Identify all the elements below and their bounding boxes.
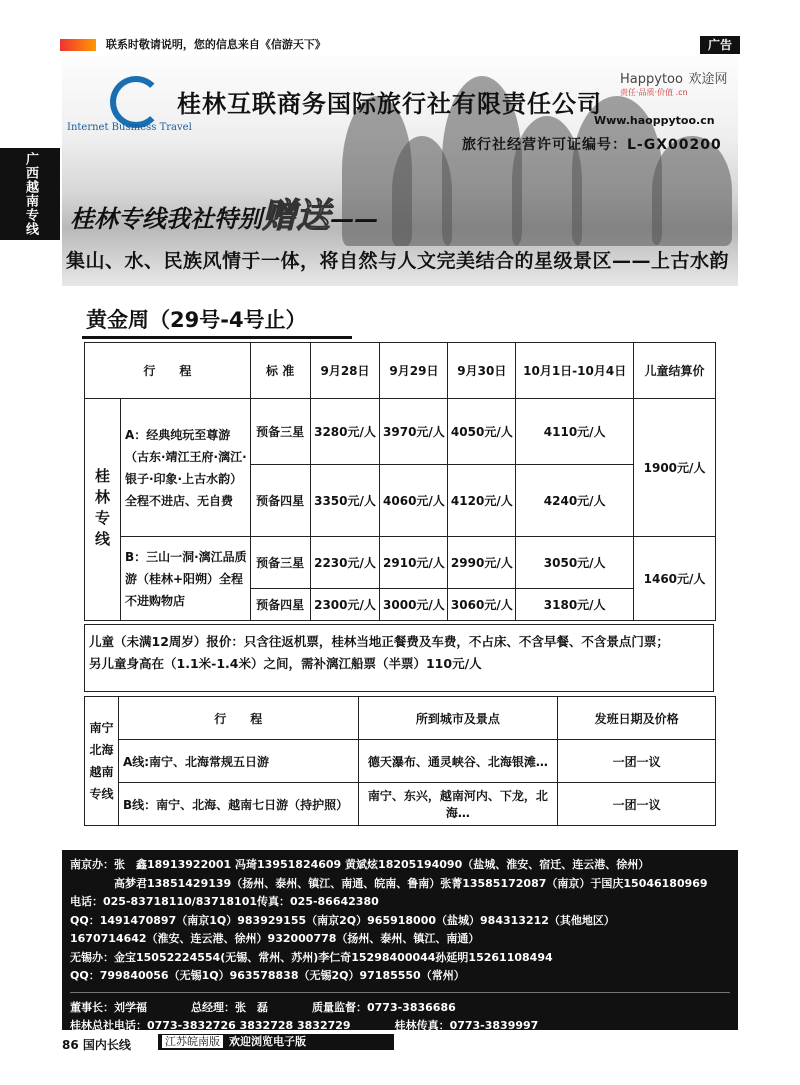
table-cell: 3350元/人 [310,465,380,537]
scenic-slogan: 集山、水、民族风情于一体，将自然与人文完美结合的星级景区——上古水韵 [66,250,730,272]
table-cell: 预备四星 [250,465,310,537]
ad-tag: 广告 [700,36,740,54]
table-cell: 4110元/人 [516,399,634,465]
table-cell: 2230元/人 [310,537,380,589]
header-date-2: 9月29日 [380,343,448,399]
nb-header-price: 发班日期及价格 [558,697,716,740]
table-cell: 3050元/人 [516,537,634,589]
header-standard: 标 准 [250,343,310,399]
golden-week-title: 黄金周（29号-4号止） [86,308,307,332]
table-cell: 3180元/人 [516,589,634,621]
nanning-route-table [84,696,716,826]
gift-prefix: 桂林专线我社特别 [70,204,262,233]
header-banner [62,56,738,286]
table-cell: 2910元/人 [380,537,448,589]
table-cell: 2300元/人 [310,589,380,621]
contact-line: 电话：025-83718110/83718101传真：025-86642380 [70,895,379,908]
table-cell: 3060元/人 [448,589,516,621]
contact-line: 1670714642（淮安、连云港、徐州）932000778（扬州、泰州、镇江、南通） [70,932,480,945]
header-route: 行 程 [85,343,251,399]
gift-headline [70,188,378,237]
nb-header-route: 行 程 [118,697,358,740]
license-number: 旅行社经营许可证编号：L-GX00200 [462,137,722,153]
guilin-price-table [84,342,716,621]
logo-english-text: Internet Business Travel [67,122,192,133]
nb-city-a: 德天瀑布、通灵峡谷、北海银滩… [358,740,558,783]
child-price-note [84,624,714,692]
contact-line: 董事长：刘学福 总经理：张 磊 质量监督：0773-3836686 [70,1000,456,1014]
header-date-1: 9月28日 [310,343,380,399]
gift-big-word: 赠送 [262,196,330,236]
happytoo-slogan: 责任·品质·价值 .cn [620,88,688,97]
header-child: 儿童结算价 [634,343,716,399]
table-cell: 预备四星 [250,589,310,621]
table-cell: 3970元/人 [380,399,448,465]
contact-line: 高梦君13851429139（扬州、泰州、镇江、南通、皖南、鲁南）张菁13585172087（南京）于国庆15046180969 [70,876,708,890]
website-url: Www.haoppytoo.cn [594,114,715,127]
nb-price-b: 一团一议 [558,783,716,826]
edition-name: 江苏皖南版 [162,1035,223,1048]
route-b: B：三山一洞·漓江品质游（桂林+阳朔）全程不进购物店 [120,537,250,621]
table-cell: 4050元/人 [448,399,516,465]
nb-city-b: 南宁、东兴，越南河内、下龙，北海… [358,783,558,826]
table-cell: 3000元/人 [380,589,448,621]
nb-price-a: 一团一议 [558,740,716,783]
note-line-2: 另儿童身高在（1.1米-1.4米）之间，需补漓江船票（半票）110元/人 [89,656,482,671]
publisher-logo-icon [60,39,96,51]
header-date-4: 10月1日-10月4日 [516,343,634,399]
nb-route-b: B线：南宁、北海、越南七日游（持护照） [118,783,358,826]
edition-badge [158,1034,394,1064]
side-tab: 广西越南专线 [0,148,60,240]
table-cell: 预备三星 [250,537,310,589]
contact-line: QQ：799840056（无锡1Q）963578838（无锡2Q）97185550（常州） [70,969,465,982]
table-cell: 4060元/人 [380,465,448,537]
edition-site[interactable]: 欢迎浏览电子版 www.zyoo.net [162,1035,306,1064]
child-price-a: 1900元/人 [634,399,716,537]
contact-line: QQ：1491470897（南京1Q）983929155（南京2Q）965918000（盐城）984313212（其他地区） [70,913,615,927]
happytoo-brand: Happytoo [620,72,683,87]
company-name: 桂林互联商务国际旅行社有限责任公司 [177,89,602,118]
divider [70,992,730,993]
note-line-1: 儿童（未满12周岁）报价：只含往返机票，桂林当地正餐费及车费，不占床、不含早餐、不含景点门票； [89,634,669,649]
page-number: 86 国内长线 [62,1038,131,1052]
top-notice-bar [60,36,740,54]
header-date-3: 9月30日 [448,343,516,399]
gift-dash: —— [330,204,378,233]
table-cell: 3280元/人 [310,399,380,465]
happytoo-logo [620,68,730,114]
happytoo-cn: 欢途网 [688,72,728,87]
table-cell: 4240元/人 [516,465,634,537]
contact-line: 南京办：张 鑫18913922001 冯琦13951824609 黄斌炫18205194090（盐城、淮安、宿迁、连云港、徐州） [70,858,650,871]
table-cell: 2990元/人 [448,537,516,589]
title-underline [82,336,352,339]
nanning-side-label: 南宁北海越南专线 [85,697,119,826]
contact-line: 无锡办：金宝15052224554(无锡、常州、苏州)李仁奇15298400044孙延明15261108494 [70,950,553,964]
company-logo-icon [110,76,162,128]
contact-line: 桂林总社电话：0773-3832726 3832728 3832729 桂林传真：0773-3839997 [70,1019,539,1032]
table-cell: 预备三星 [250,399,310,465]
nb-route-a: A线:南宁、北海常规五日游 [118,740,358,783]
child-price-b: 1460元/人 [634,537,716,621]
nb-header-city: 所到城市及景点 [358,697,558,740]
contact-block [62,850,738,1030]
table-cell: 4120元/人 [448,465,516,537]
top-notice-text: 联系时敬请说明，您的信息来自《信游天下》 [105,38,326,51]
route-a: A：经典纯玩至尊游（古东·靖江王府·漓江·银子·印象·上古水韵）全程不进店、无自费 [120,399,250,537]
guilin-side-label: 桂林专线 [85,399,121,621]
